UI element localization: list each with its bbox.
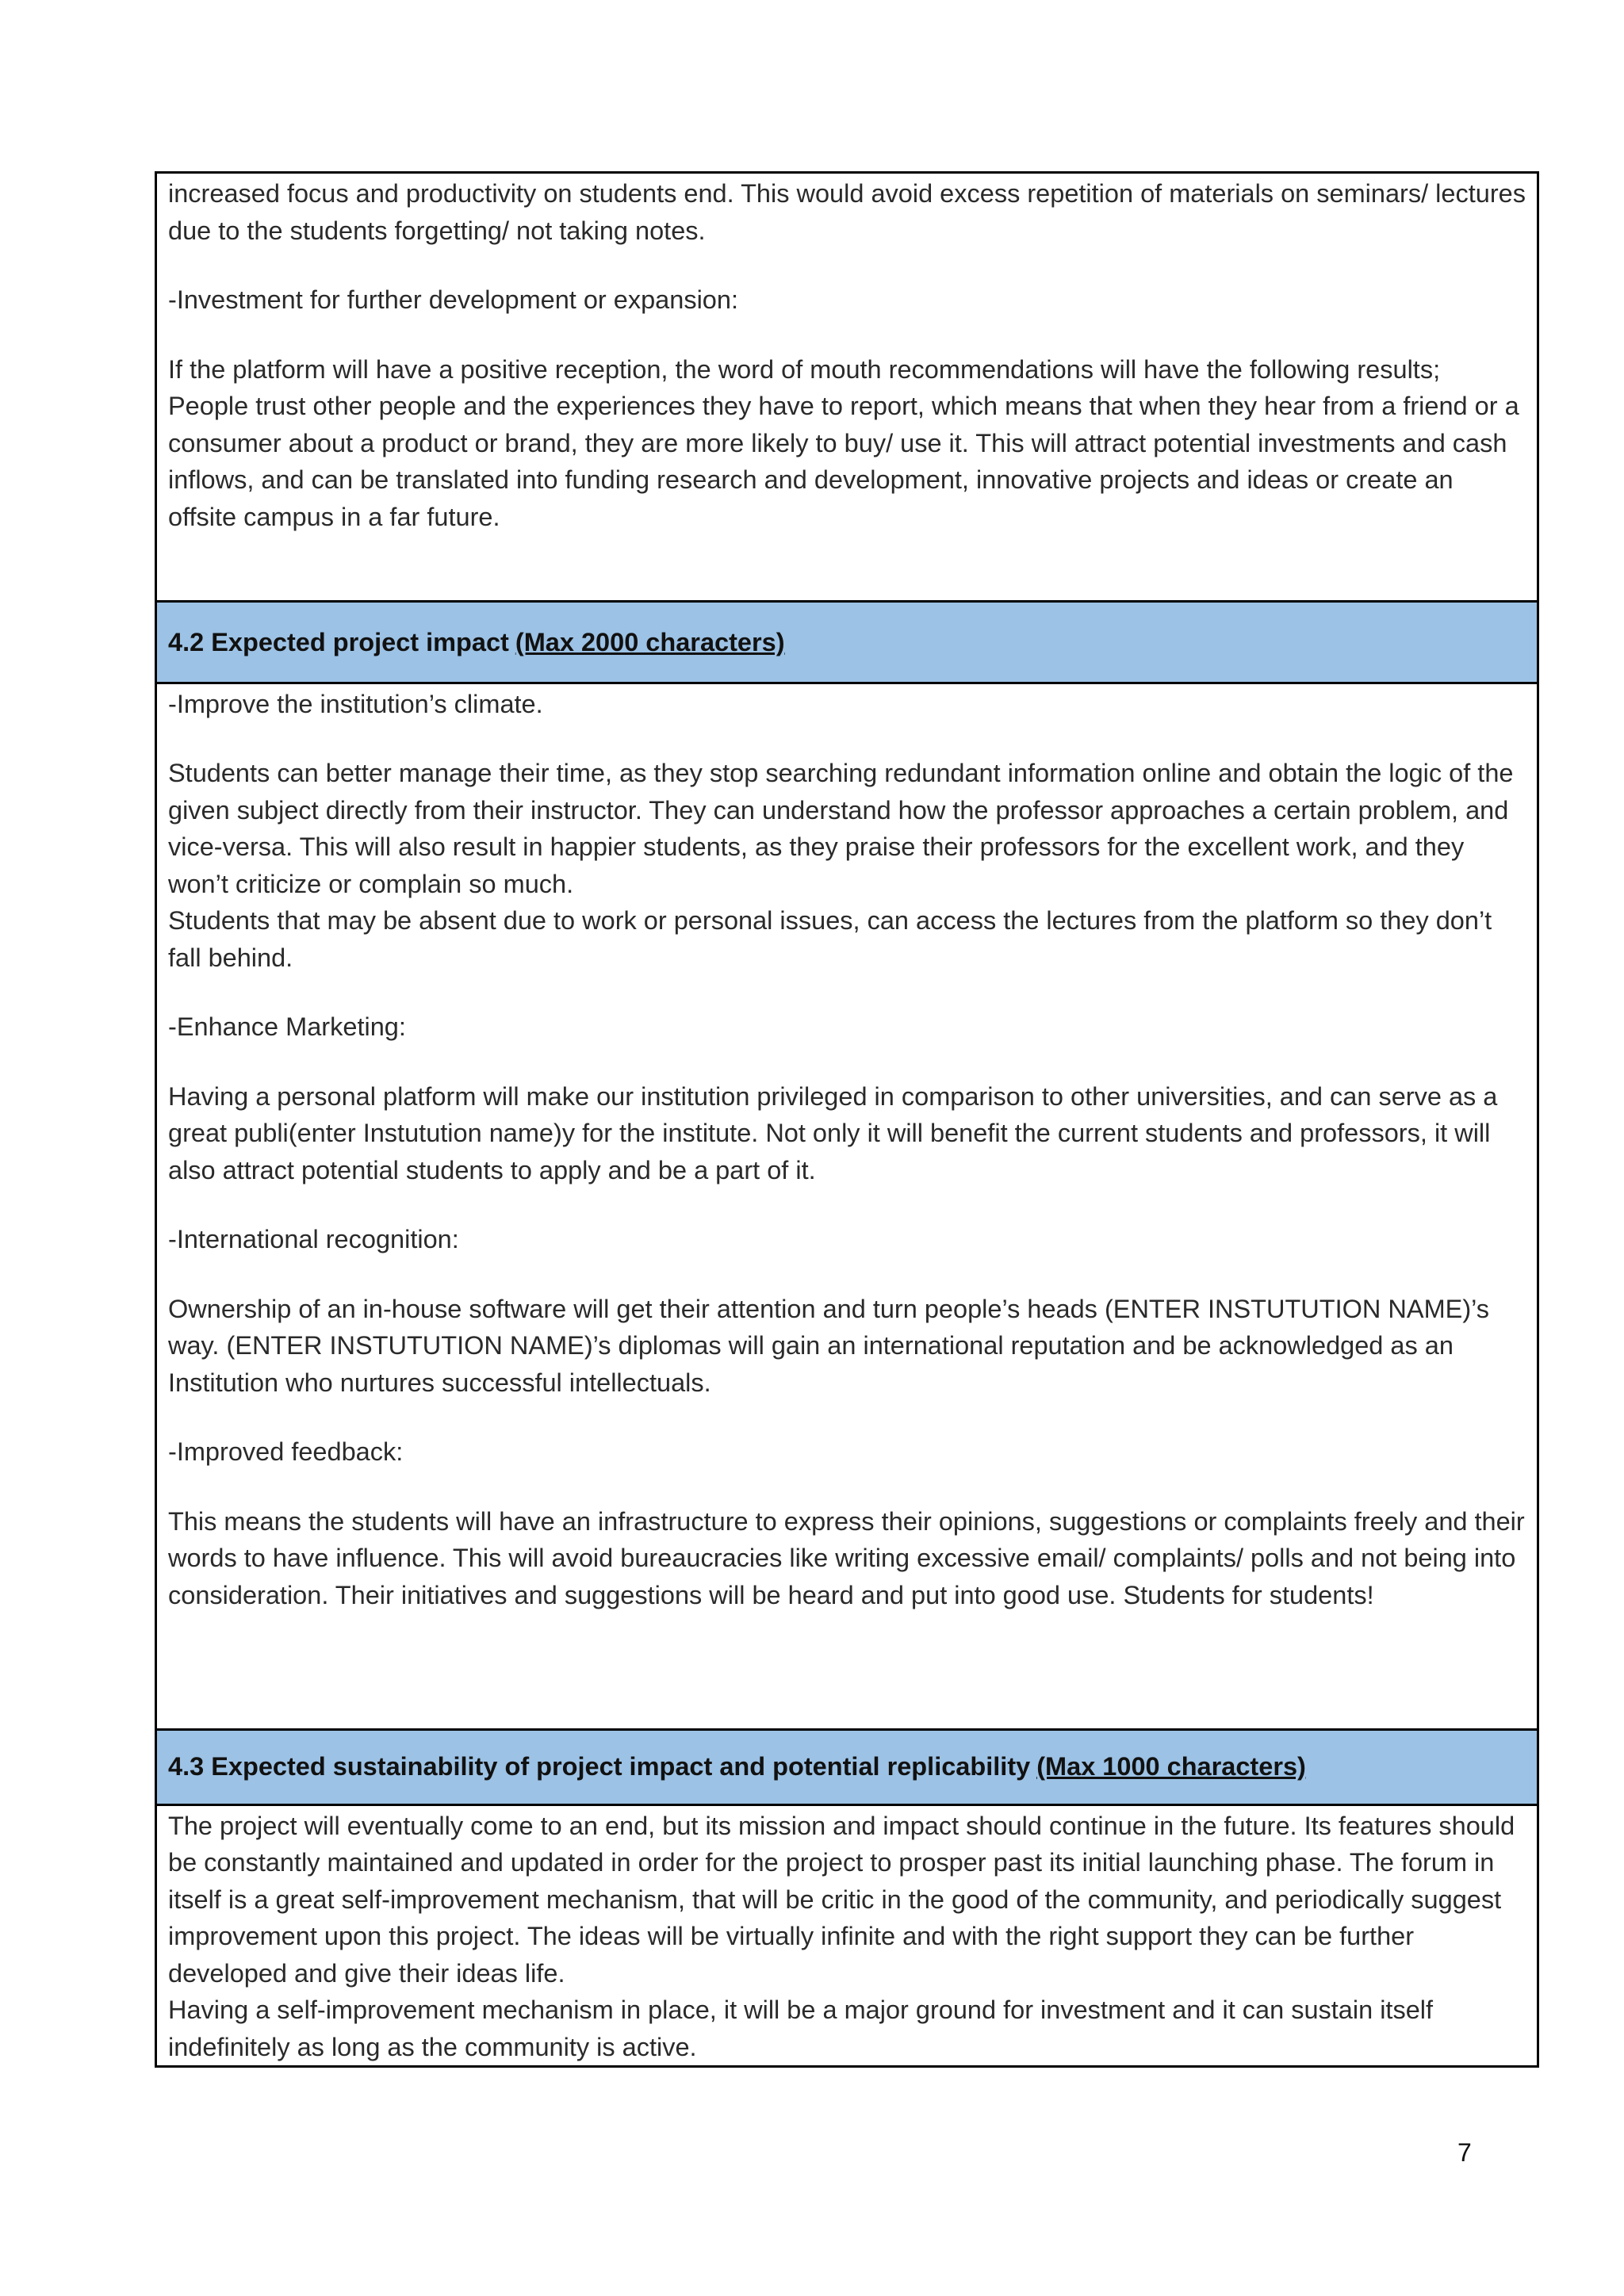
section-4-2-header (157, 600, 1537, 684)
paragraph-recognition: Ownership of an in-house software will get their attention and turn people’s heads (ENTER INSTUTUTION NAME)’s way. (ENTER INSTUTUTION NAME)’s diplomas will gain an international reputation and be acknowledged as an Institution who nurtures successful intellectuals. (168, 1294, 1490, 1397)
section-4-3-content-cell (157, 1806, 1537, 2066)
paragraph-investment: If the platform will have a positive reception, the word of mouth recommendations will have the following results; People trust other people and the experiences they have to report, which means that when they hear from a friend or a consumer about a product or brand, they are more likely to buy/ use it. This will attract potential investments and cash inflows, and can be translated into funding research and development, innovative projects and ideas or create an offsite campus in a far future. (168, 354, 1519, 531)
paragraph-sustainability-1: The project will eventually come to an end, but its mission and impact should continue in the future. Its features should be constantly maintained and updated in order for the project to prosper past its initial launching phase. The forum in itself is a great self-improvement mechanism, that will be critic in the good of the community, and periodically suggest improvement upon this project. The ideas will be virtually infinite and with the right support they can be further developed and give their ideas life. (168, 1811, 1515, 1988)
section-4-2-content-cell (157, 684, 1537, 1728)
paragraph-marketing: Having a personal platform will make our institution privileged in comparison to other universities, and can serve as a great publi(enter Instutution name)y for the institute. Not only it will benefit the current students and professors, it will also attract potential students to apply and be a part of it. (168, 1081, 1498, 1184)
paragraph-sustainability-2: Having a self-improvement mechanism in place, it will be a major ground for investment and it can sustain itself indefinitely as long as the community is active. (168, 1996, 1434, 2061)
subheading-investment: -Investment for further development or expansion: (168, 285, 738, 314)
document-table (155, 171, 1539, 2068)
subheading-feedback: -Improved feedback: (168, 1437, 404, 1467)
section-4-3-header (157, 1728, 1537, 1806)
section-4-2-char-limit: (Max 2000 characters) (515, 627, 785, 656)
subheading-recognition: -International recognition: (168, 1225, 459, 1254)
section-4-3-title: 4.3 Expected sustainability of project impact and potential replicability (168, 1752, 1031, 1781)
paragraph-feedback: This means the students will have an infrastructure to express their opinions, suggestions or complaints freely and their words to have influence. This will avoid bureaucracies like writing excessive email/ complaints/ polls and not being into consideration. Their initiatives and suggestions will be heard and put into good use. Students for students! (168, 1506, 1525, 1609)
section-4-1-continued-cell (157, 174, 1537, 600)
section-4-3-char-limit: (Max 1000 characters) (1036, 1752, 1306, 1781)
page-number: 7 (1457, 2138, 1472, 2167)
paragraph-climate-1: Students can better manage their time, as they stop searching redundant information online and obtain the logic of the given subject directly from their instructor. They can understand how the professor approaches a certain problem, and vice-versa. This will also result in happier students, as they praise their professors for the excellent work, and they won’t criticize or complain so much. (168, 759, 1514, 898)
paragraph-focus: increased focus and productivity on students end. This would avoid excess repetition of materials on seminars/ lectures due to the students forgetting/ not taking notes. (168, 179, 1526, 245)
subheading-climate: -Improve the institution’s climate. (168, 689, 543, 718)
subheading-marketing: -Enhance Marketing: (168, 1012, 406, 1042)
section-4-2-title: 4.2 Expected project impact (168, 627, 509, 656)
paragraph-climate-2: Students that may be absent due to work or personal issues, can access the lectures from the platform so they don’t fall behind. (168, 906, 1492, 972)
